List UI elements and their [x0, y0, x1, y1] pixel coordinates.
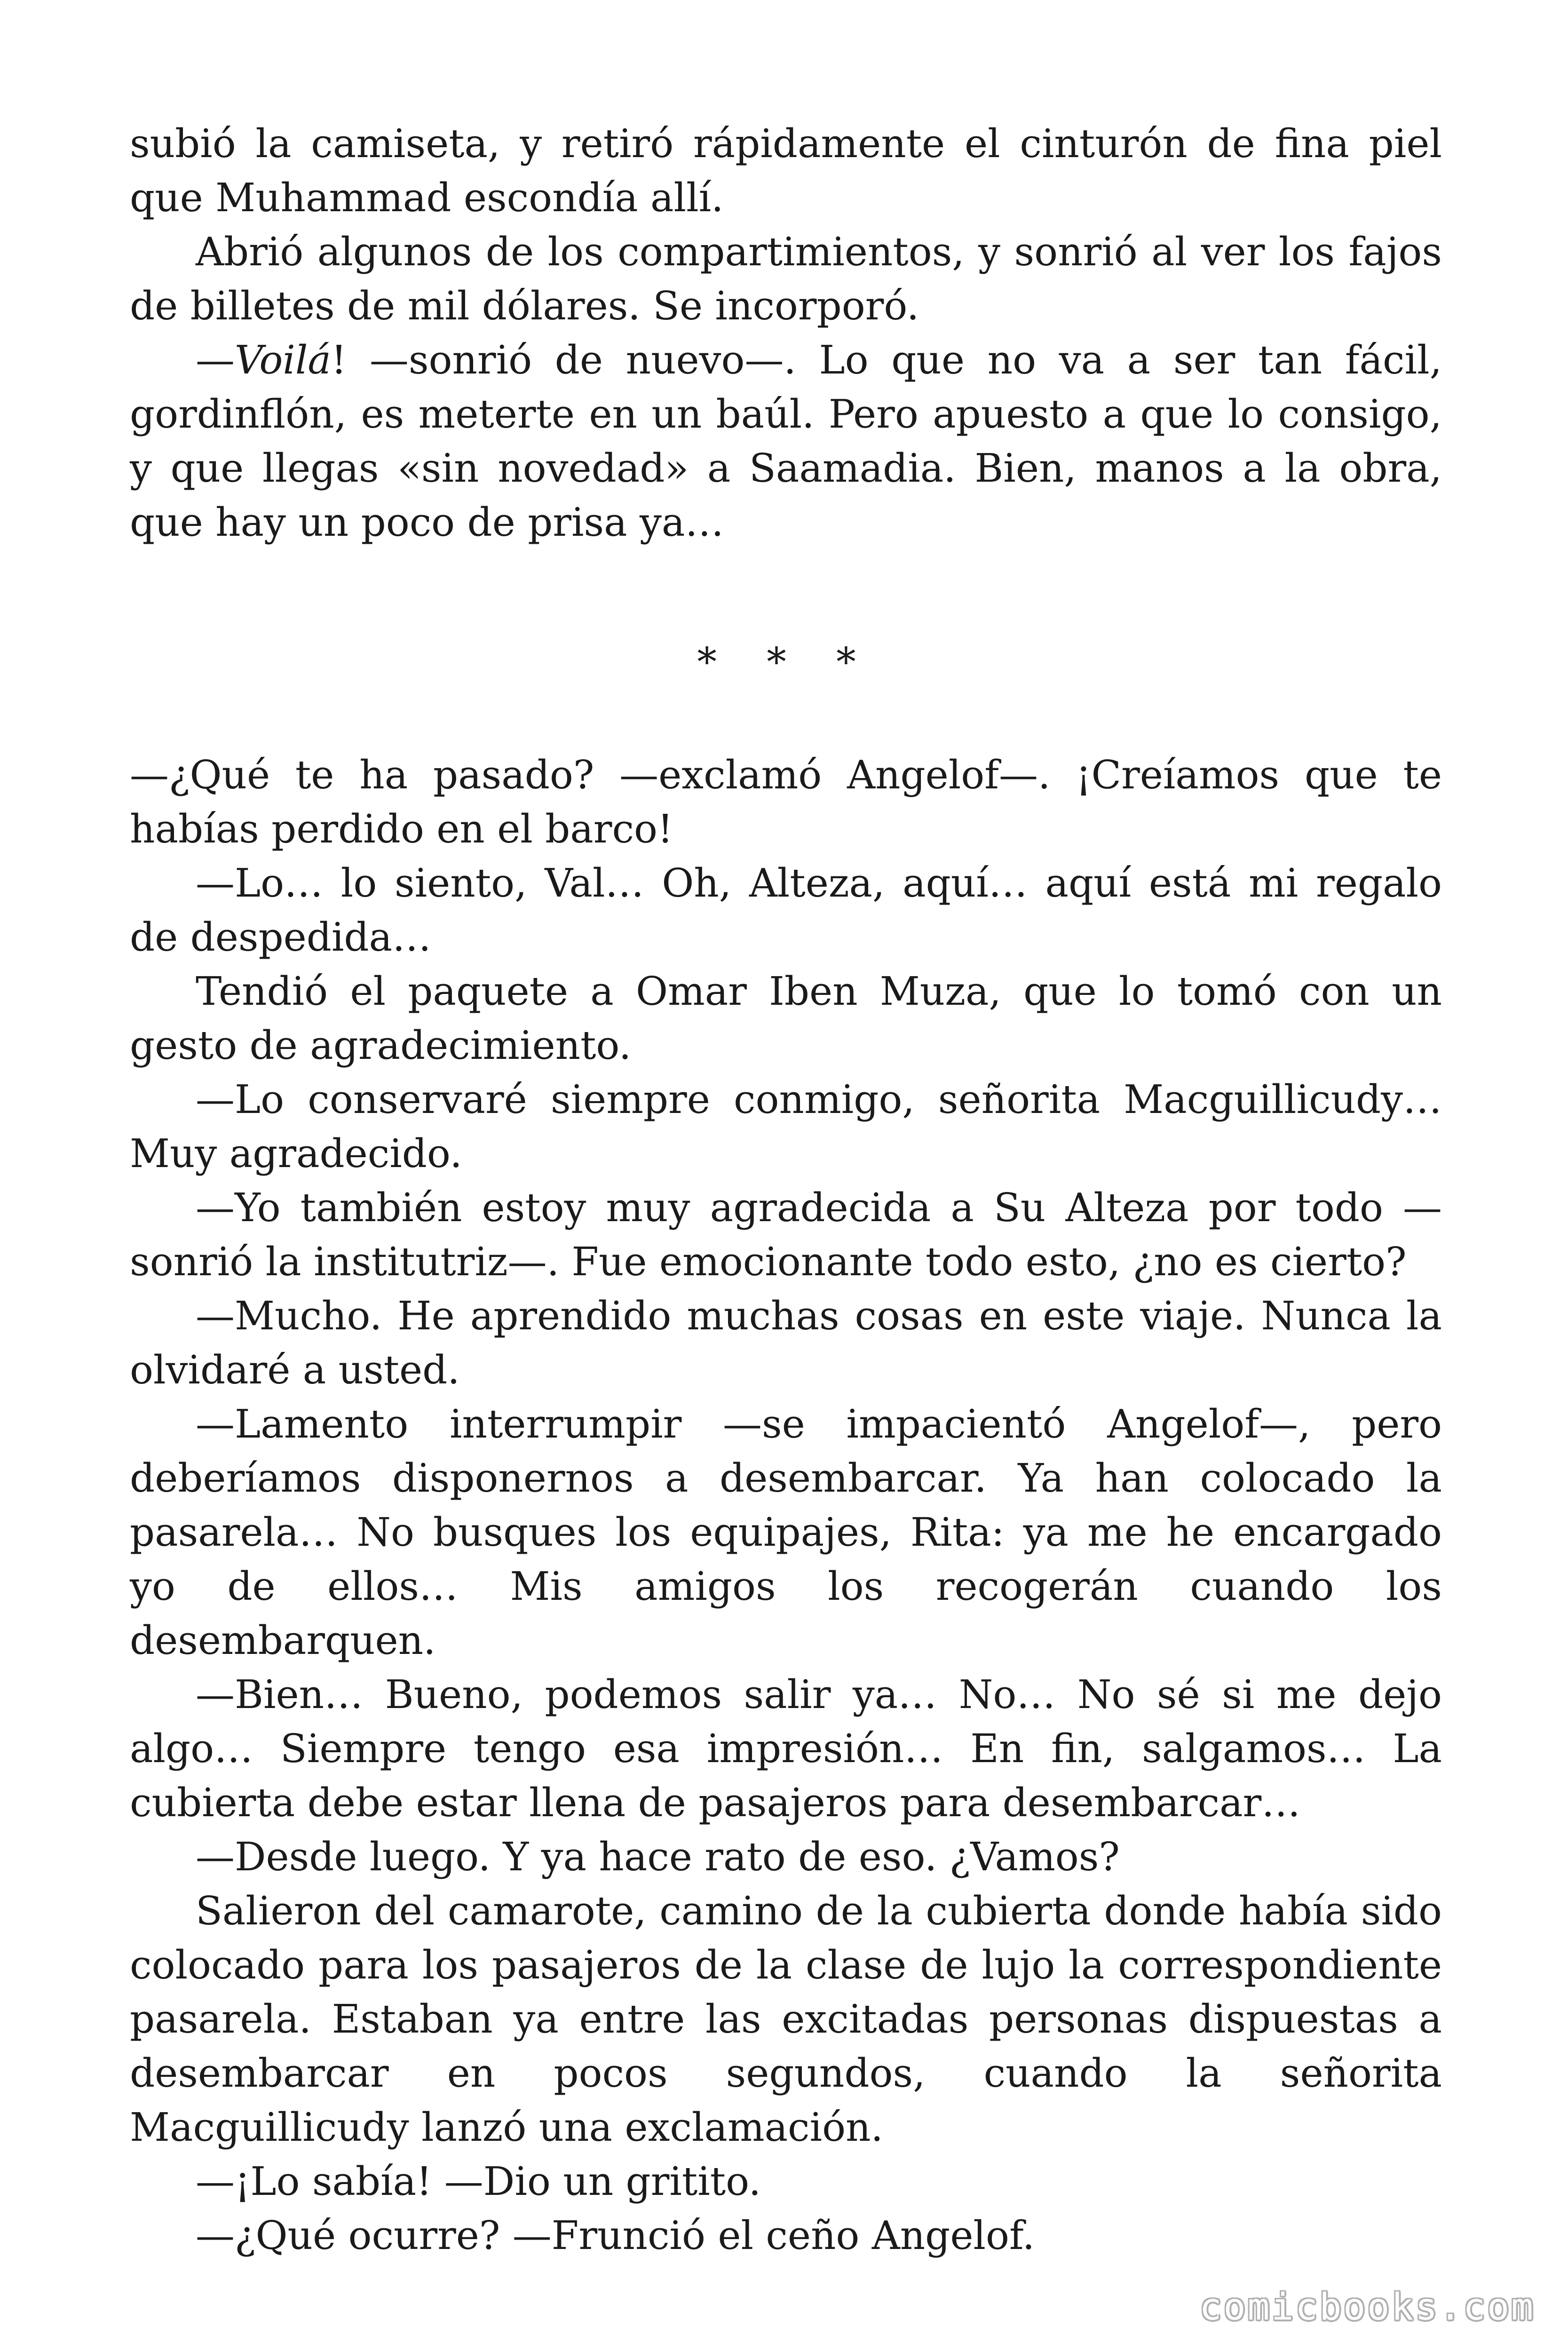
- paragraph: —Mucho. He aprendido muchas cosas en este viaje. Nunca la olvidaré a usted.: [130, 1293, 1442, 1393]
- watermark: comicbooks.com: [1199, 2286, 1535, 2328]
- paragraph: —Desde luego. Y ya hace rato de eso. ¿Vamos?: [196, 1834, 1120, 1880]
- paragraph: —¿Qué ocurre? —Frunció el ceño Angelof.: [196, 2213, 1035, 2258]
- paragraph: Tendió el paquete a Omar Iben Muza, que lo tomó con un gesto de agradecimiento.: [130, 969, 1442, 1068]
- paragraph: —Yo también estoy muy agradecida a Su Alteza por todo —sonrió la institutriz—. Fue emocionante todo esto, ¿no es cierto?: [130, 1185, 1442, 1285]
- page-body-section-1: [130, 117, 1442, 549]
- paragraph: —Lamento interrumpir —se impacientó Angelof—, pero deberíamos disponernos a desembarcar. Ya han colocado la pasarela… No busques los equipajes, Rita: ya me he encargado yo de ellos… Mis amigos los recogerán cuando los desembarquen.: [130, 1401, 1442, 1663]
- paragraph: —¡Lo sabía! —Dio un gritito.: [196, 2159, 761, 2204]
- dialogue-dash: —: [196, 337, 235, 383]
- paragraph: —Lo… lo siento, Val… Oh, Alteza, aquí… aquí está mi regalo de despedida…: [130, 860, 1442, 960]
- italic-word: Voilá: [235, 337, 331, 383]
- paragraph: Salieron del camarote, camino de la cubierta donde había sido colocado para los pasajeros de la clase de lujo la correspondiente pasarela. Estaban ya entre las excitadas personas dispuestas a desembarcar en pocos segundos, cuando la señorita Macguillicudy lanzó una exclamación.: [130, 1888, 1442, 2150]
- paragraph: —Bien… Bueno, podemos salir ya… No… No sé si me dejo algo… Siempre tengo esa impresión… En fin, salgamos… La cubierta debe estar llena de pasajeros para desembarcar…: [130, 1672, 1442, 1826]
- paragraph: —Lo conservaré siempre conmigo, señorita Macguillicudy… Muy agradecido.: [130, 1077, 1442, 1176]
- page-body-section-2: [130, 748, 1442, 2263]
- paragraph: subió la camiseta, y retiró rápidamente el cinturón de fina piel que Muhammad escondía allí.: [130, 121, 1442, 221]
- paragraph: [130, 333, 1442, 549]
- scene-break: * * *: [697, 639, 875, 685]
- paragraph-text: ! —sonrió de nuevo—. Lo que no va a ser tan fácil, gordinflón, es meterte en un baúl. Pero apuesto a que lo consigo, y que llegas «sin novedad» a Saamadia. Bien, manos a la obra, que hay un poco de prisa ya…: [130, 337, 1442, 545]
- paragraph: Abrió algunos de los compartimientos, y sonrió al ver los fajos de billetes de mil dólares. Se incorporó.: [130, 229, 1442, 329]
- paragraph: —¿Qué te ha pasado? —exclamó Angelof—. ¡Creíamos que te habías perdido en el barco!: [130, 752, 1442, 852]
